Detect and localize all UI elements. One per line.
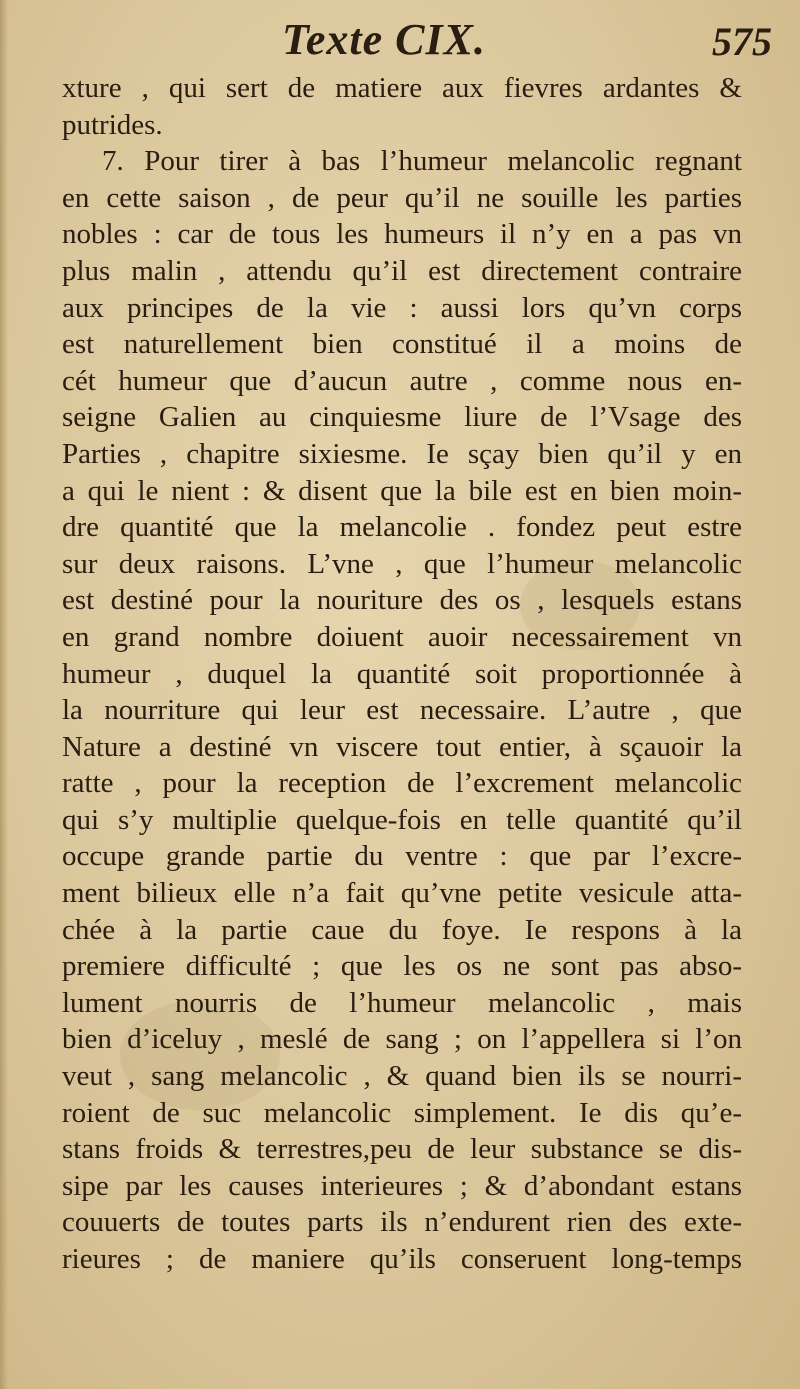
text-line: en cette saison , de peur qu’il ne souille les parties xyxy=(62,181,742,214)
text-line: 7. Pour tirer à bas l’humeur melancolic regnant xyxy=(102,145,742,178)
text-line: sipe par les causes interieures ; & d’abondant estans xyxy=(62,1169,742,1202)
text-line: cét humeur que d’aucun autre , comme nous en- xyxy=(62,364,742,397)
text-line: occupe grande partie du ventre : que par l’excre- xyxy=(62,840,742,873)
text-line: lument nourris de l’humeur melancolic , mais xyxy=(62,986,742,1019)
text-line: premiere difficulté ; que les os ne sont pas abso- xyxy=(62,950,742,983)
page-gutter-shadow xyxy=(0,0,8,1389)
text-line: est naturellement bien constitué il a moins de xyxy=(62,328,742,361)
text-line: chée à la partie caue du foye. Ie respons à la xyxy=(62,913,742,946)
page-number: 575 xyxy=(712,19,772,64)
body-text xyxy=(62,70,742,1278)
text-line: putrides. xyxy=(62,108,163,141)
text-line: xture , qui sert de matiere aux fievres ardantes & xyxy=(62,72,742,104)
text-line: dre quantité que la melancolie . fondez peut estre xyxy=(62,511,742,544)
text-line: seigne Galien au cinquiesme liure de l’Vsage des xyxy=(62,401,742,434)
text-line: Nature a destiné vn viscere tout entier, à sçauoir la xyxy=(62,730,742,763)
text-line: qui s’y multiplie quelque-fois en telle quantité qu’il xyxy=(62,803,742,836)
text-line: humeur , duquel la quantité soit proportionnée à xyxy=(62,657,742,690)
text-line: aux principes de la vie : aussi lors qu’vn corps xyxy=(62,291,742,324)
text-line: couuerts de toutes parts ils n’endurent rien des exte- xyxy=(62,1206,742,1239)
text-line: rieures ; de maniere qu’ils conseruent long-temps xyxy=(62,1243,742,1275)
text-line: stans froids & terrestres,peu de leur substance se dis- xyxy=(62,1133,742,1166)
text-line: ratte , pour la reception de l’excrement melancolic xyxy=(62,767,742,800)
text-line: roient de suc melancolic simplement. Ie dis qu’e- xyxy=(62,1096,742,1129)
text-line: plus malin , attendu qu’il est directement contraire xyxy=(62,254,742,287)
running-title: Texte CIX. xyxy=(282,15,486,64)
page-header xyxy=(0,14,800,74)
text-line: la nourriture qui leur est necessaire. L’autre , que xyxy=(62,694,742,727)
text-line: sur deux raisons. L’vne , que l’humeur melancolic xyxy=(62,547,742,580)
text-line: Parties , chapitre sixiesme. Ie sçay bien qu’il y en xyxy=(62,437,742,470)
text-line: en grand nombre doiuent auoir necessairement vn xyxy=(62,620,742,653)
text-line: ment bilieux elle n’a fait qu’vne petite vesicule atta- xyxy=(62,877,742,910)
text-line: nobles : car de tous les humeurs il n’y en a pas vn xyxy=(62,218,742,251)
text-line: est destiné pour la nouriture des os , lesquels estans xyxy=(62,584,742,617)
text-line: bien d’iceluy , meslé de sang ; on l’appellera si l’on xyxy=(62,1023,742,1056)
text-line: veut , sang melancolic , & quand bien ils se nourri- xyxy=(62,1060,742,1093)
text-line: a qui le nient : & disent que la bile est en bien moin- xyxy=(62,474,742,507)
